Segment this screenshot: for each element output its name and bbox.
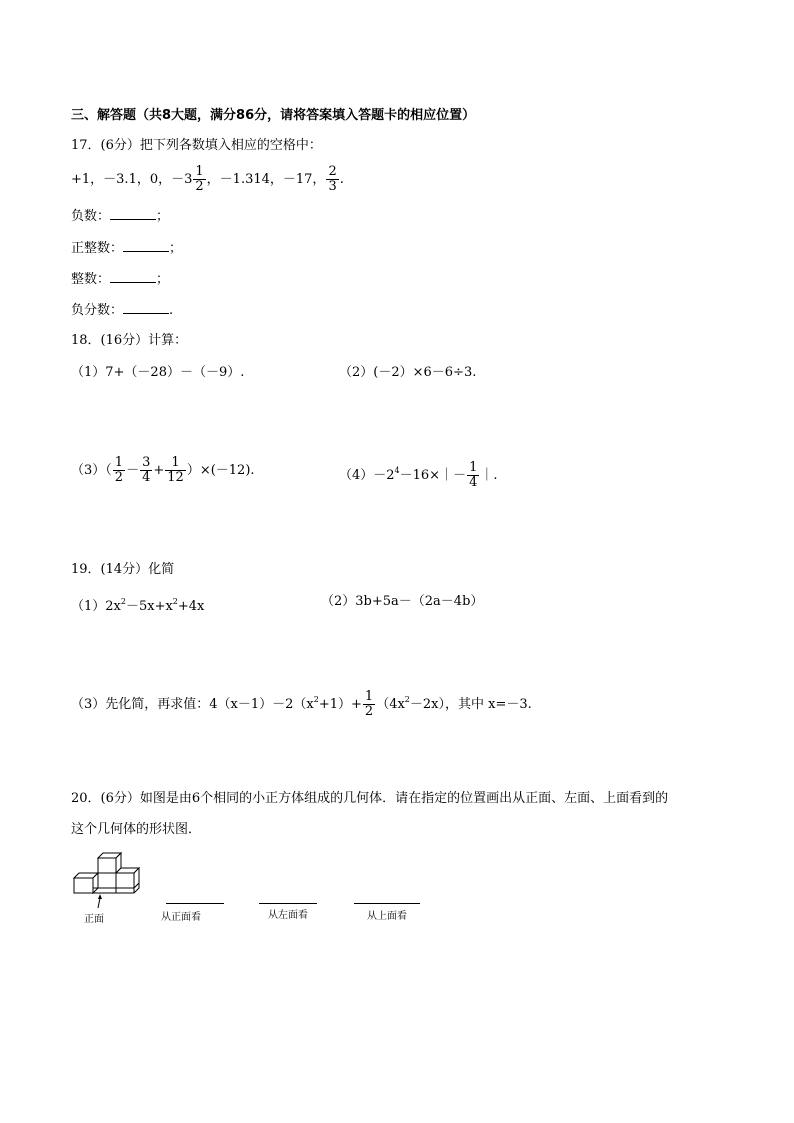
numerator: 1 [469,460,478,475]
text: － [126,463,140,478]
text: +4x [177,599,205,614]
numerator: 2 [328,164,337,179]
numerator: 1 [165,456,186,471]
answer-blank[interactable] [123,301,169,314]
numerator: 3 [142,455,151,470]
q17-blank-negative [71,207,169,226]
front-view-caption: 从正面看 [161,912,201,923]
numerator: 1 [195,164,204,179]
front-view-answer-line [166,903,224,904]
fraction [467,461,479,490]
answer-blank[interactable] [123,239,169,252]
q18-part-1: （1）7+（－28）－（－9）. [71,365,245,380]
q17-number-list [71,163,344,197]
text: －16×｜－ [399,468,467,483]
answer-blank[interactable] [110,207,156,220]
denominator: 2 [195,179,204,194]
exponent: 2 [313,695,319,704]
exponent: 4 [394,466,400,475]
denominator: 4 [469,475,478,490]
text: ｜. [480,468,498,483]
exponent: 2 [404,695,410,704]
q19-part-2: （2）3b+5a－（2a－4b） [321,594,484,609]
q17-header: 17．(6分）把下列各数填入相应的空格中： [71,138,322,153]
denominator: 12 [167,470,184,485]
q17-blank-negative-fraction [71,301,173,320]
q18-header: 18．(16分）计算： [71,333,188,348]
blank-end: ； [169,241,183,256]
text: －2x），其中 x=－3. [409,697,532,712]
section-title: 三、解答题（共8大题，满分86分，请将答案填入答题卡的相应位置） [71,108,476,123]
front-view-label: 正面 [84,914,104,925]
blank-label: 正整数： [71,241,124,256]
fraction [363,690,375,719]
q17-blank-integer [71,270,169,289]
text: （3）（ [71,463,112,478]
exponent: 2 [172,597,178,606]
exponent: 2 [120,597,126,606]
q18-part-3 [71,454,255,488]
top-view-caption: 从上面看 [367,911,407,922]
blank-end: . [169,303,174,318]
blank-label: 整数： [71,272,111,287]
blank-label: 负数： [71,209,111,224]
blank-end: ； [156,209,170,224]
numerator: 1 [114,455,124,470]
q17-numbers-end: . [339,172,344,187]
text: + [153,463,165,478]
q20-line-1: 20．(6分）如图是由6个相同的小正方体组成的几何体．请在指定的位置画出从正面、左面、上面看到的 [71,791,669,806]
text: （1）2x [71,599,121,614]
blank-label: 负分数： [71,303,124,318]
left-view-caption: 从左面看 [268,910,308,921]
denominator: 2 [364,704,374,719]
q18-part-4 [339,454,498,493]
blank-end: ； [156,272,170,287]
numerator: 1 [364,689,374,704]
text: +1）+ [318,697,362,712]
q19-part-1 [71,593,204,616]
fraction [113,456,125,485]
answer-blank[interactable] [110,270,156,283]
text: （3）先化简，再求值：4（x－1）－2（x [71,697,314,712]
q17-numbers-b: ，－1.314，－17， [206,172,326,187]
text: （4x [376,697,405,712]
left-view-answer-line [259,903,317,904]
text: （4）－2 [339,468,395,483]
q17-fraction-1-2 [193,165,205,194]
q17-numbers-a: +1，－3.1，0，－3 [71,172,193,187]
text: ）×(－12). [186,463,255,478]
top-view-answer-line [354,903,420,904]
denominator: 3 [328,179,337,194]
q19-header: 19．(14分）化简 [71,562,175,577]
fraction [165,456,186,485]
cube-stack-figure [70,850,152,908]
text: －5x+x [125,599,173,614]
q17-blank-positive-integer [71,239,182,258]
fraction [140,456,152,485]
q17-fraction-2-3 [326,165,338,194]
denominator: 4 [142,470,151,485]
denominator: 2 [114,470,124,485]
q20-line-2: 这个几何体的形状图． [71,822,202,837]
q18-part-2: （2）(－2）×6－6÷3. [339,365,477,380]
q19-part-3 [71,683,532,722]
